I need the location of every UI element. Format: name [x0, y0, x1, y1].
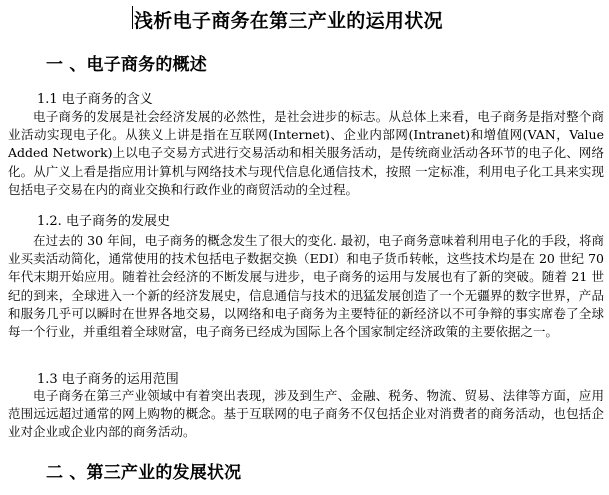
section-heading-tertiary-industry: 二 、第三产业的发展状况 — [46, 463, 242, 483]
subsection-heading-history: 1.2. 电子商务的发展史 — [37, 214, 170, 229]
subsection-heading-scope: 1.3 电子商务的运用范围 — [37, 372, 179, 387]
paragraph-history: 在过去的 30 年间，电子商务的概念发生了很大的变化. 最初，电子商务意味着利用电子化的手段，将商业买卖活动简化，通常使用的技术包括电子数据交换（EDI）和电子货币转帐，这些技术均是在 20 世纪 70 年代末期开始应用。随着社会经济的不断发展与进步，电子商务的运用与发展也有了新的突破。随着 21 世纪的到来，全球进入一个新的经济发展史，信息通信与技术的迅猛发展创造了一个无疆界的数字世界，产品和服务几乎可以瞬时在世界各地交易，以网络和电子商务为主要特征的新经济以不可争辩的事实席卷了全球每一个行业，并重组着全球财富，电子商务已经成为国际上各个国家制定经济政策的主要依据之一。 — [8, 233, 604, 340]
paragraph-definition: 电子商务的发展是社会经济发展的必然性，是社会进步的标志。从总体上来看，电子商务是指对整个商业活动实现电子化。从狭义上讲是指在互联网(Internet)、企业内部网(Intranet)和增值网(VAN，Value Added Network)上以电子交易方式进行交易活动和相关服务活动，是传统商业活动各环节的电子化、网络化。从广义上看是指应用计算机与网络技术与现代信息化通信技术，按照 一定标准，利用电子化工具来实现包括电子交易在内的商业交换和行政作业的商贸活动的全过程。 — [8, 109, 604, 197]
subsection-heading-definition: 1.1 电子商务的含义 — [37, 92, 153, 107]
paragraph-scope: 电子商务在第三产业领域中有着突出表现，涉及到生产、金融、税务、物流、贸易、法律等方面，应用范围远远超过通常的网上购物的概念。基于互联网的电子商务不仅包括企业对消费者的商务活动，也包括企业对企业或企业内部的商务活动。 — [8, 388, 604, 440]
document-title: 浅析电子商务在第三产业的运用状况 — [134, 10, 443, 32]
section-heading-overview: 一 、电子商务的概述 — [46, 55, 207, 75]
text-cursor — [132, 6, 133, 29]
